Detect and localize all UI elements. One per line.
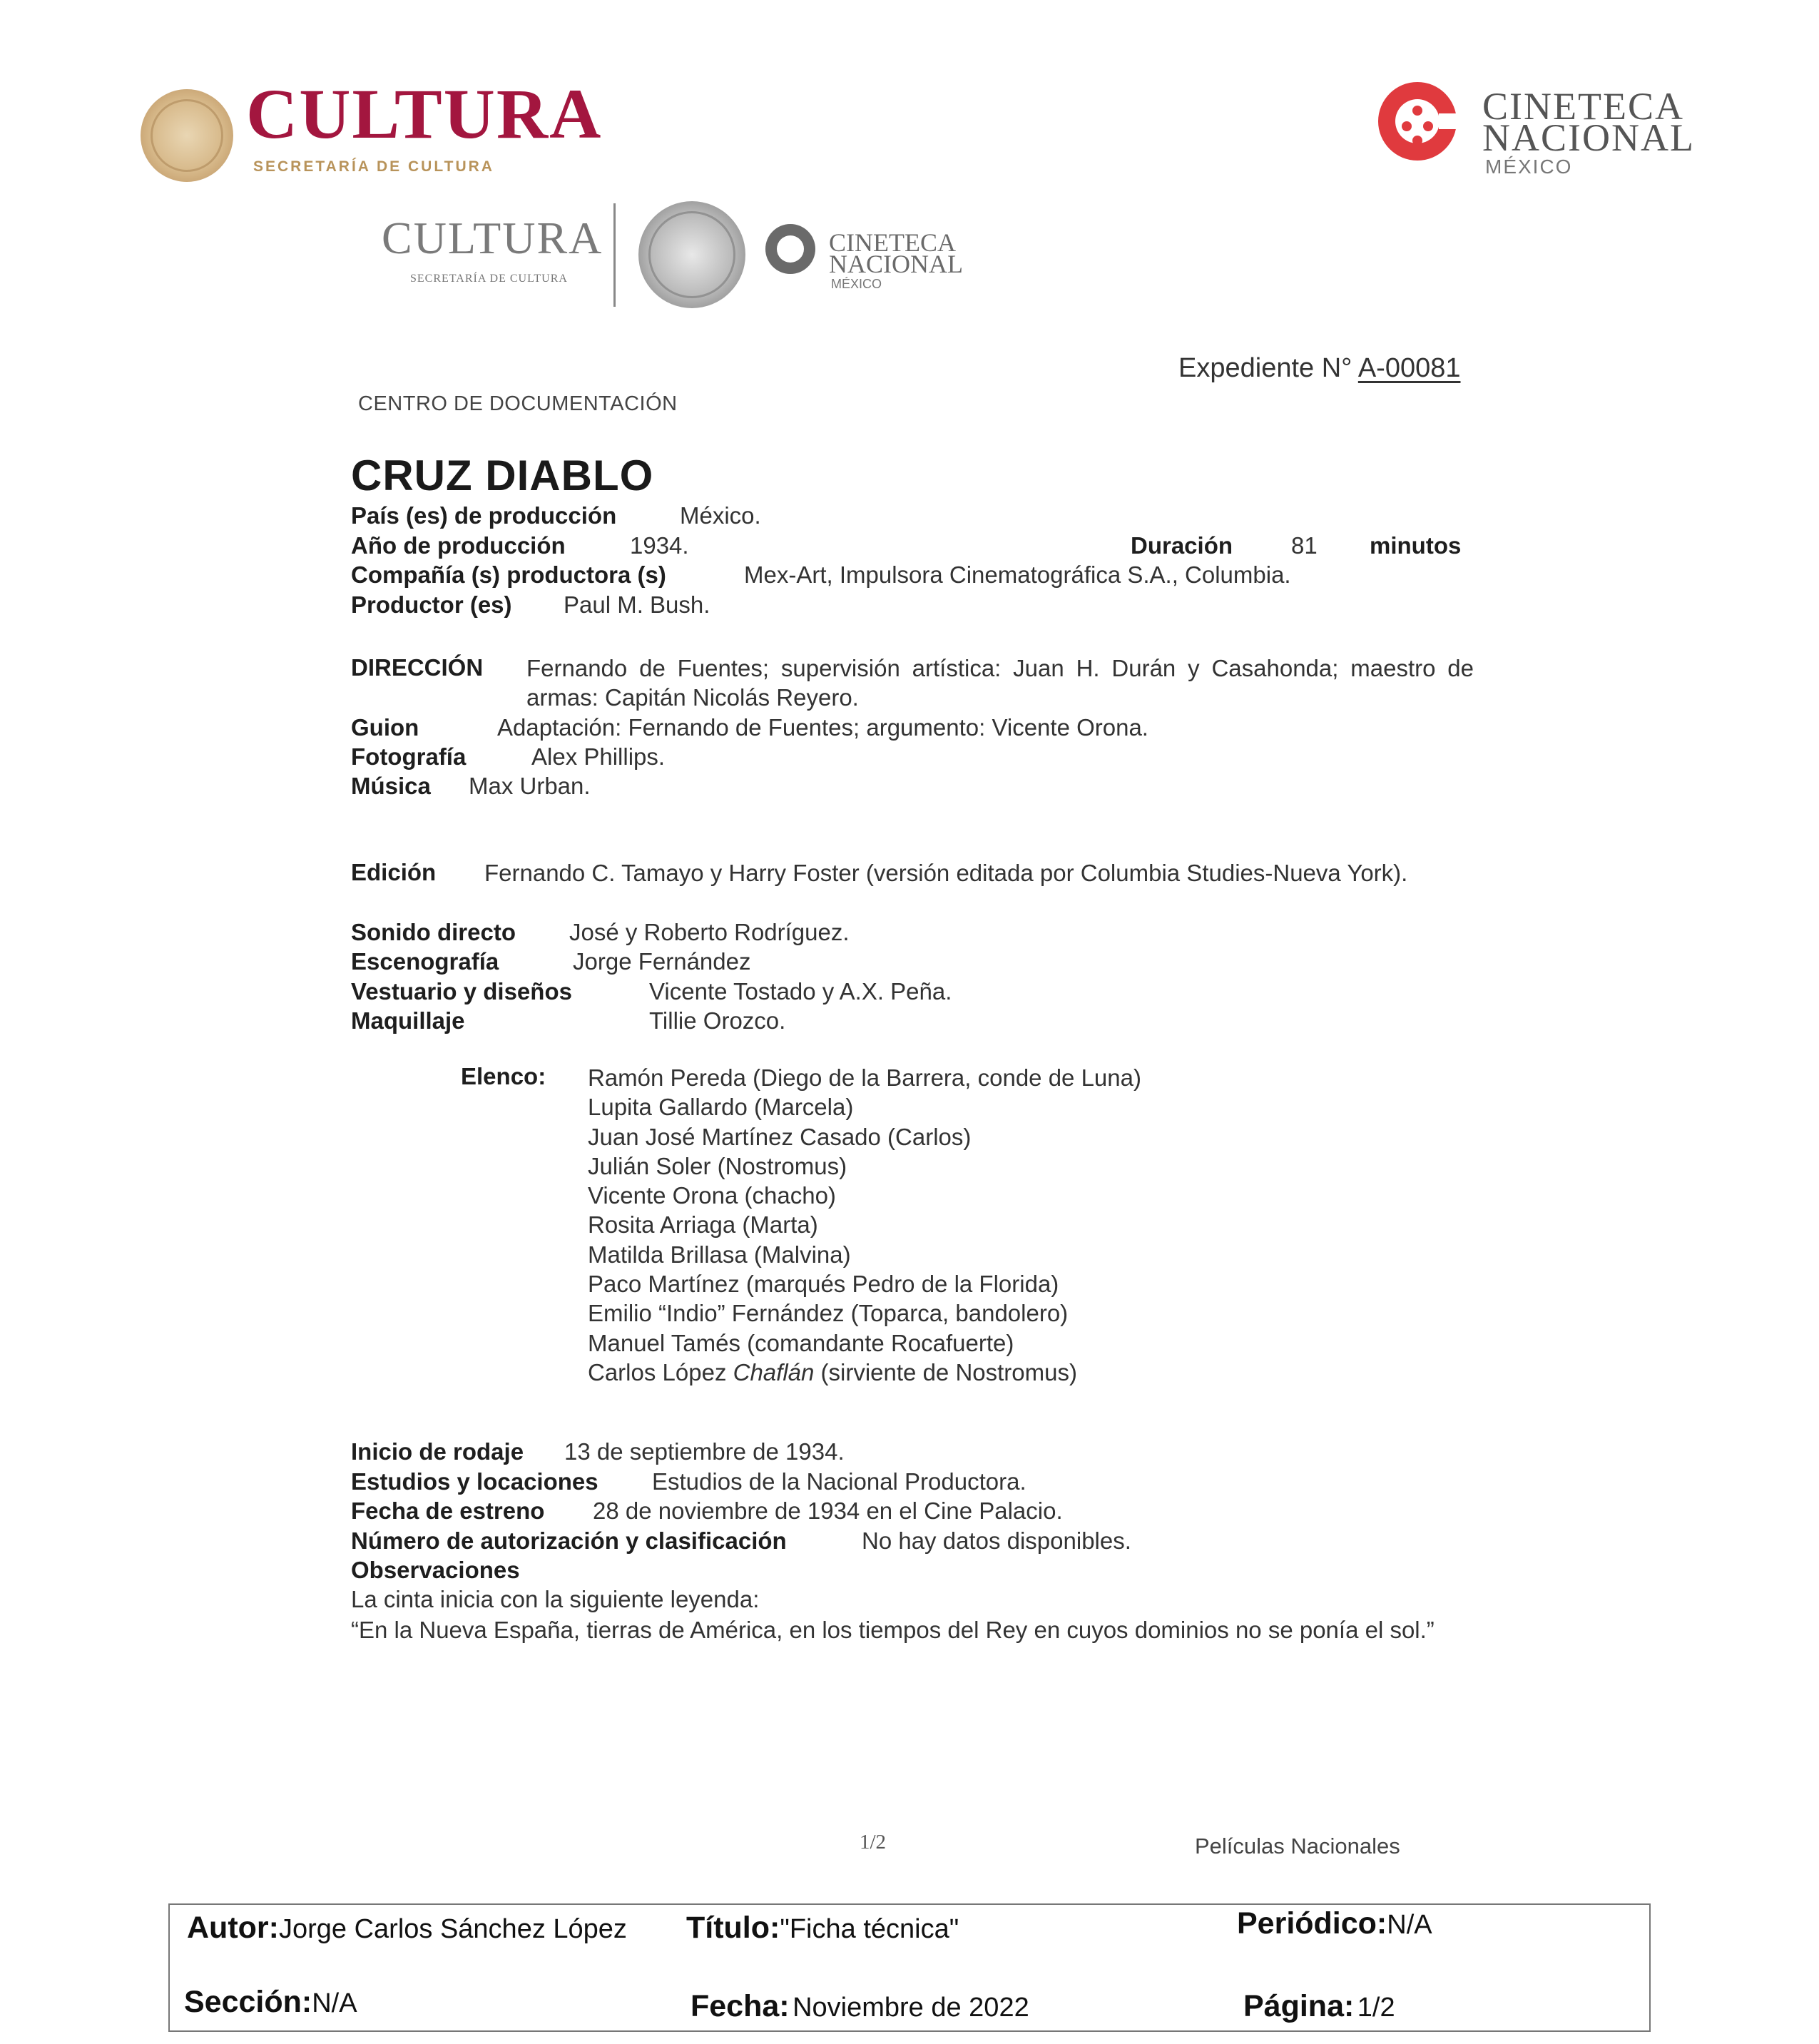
meta-titulo-label: Título: bbox=[686, 1911, 780, 1945]
scan-cultura-subtitle: SECRETARÍA DE CULTURA bbox=[410, 273, 568, 285]
meta-autor bbox=[187, 1911, 627, 1946]
musica-value: Max Urban. bbox=[469, 773, 591, 799]
cineteca-logo-line1: CINETECA bbox=[1482, 85, 1684, 128]
meta-titulo bbox=[686, 1911, 959, 1946]
observaciones-label: Observaciones bbox=[351, 1557, 520, 1583]
duracion-unit: minutos bbox=[1370, 532, 1462, 559]
musica-label: Música bbox=[351, 773, 431, 799]
vestuario-label: Vestuario y diseños bbox=[351, 978, 572, 1005]
elenco-item: Ramón Pereda (Diego de la Barrera, conde de Luna) bbox=[588, 1064, 1141, 1091]
duracion-value: 81 bbox=[1291, 532, 1318, 559]
logo-divider bbox=[613, 203, 616, 307]
elenco-item: Julián Soler (Nostromus) bbox=[588, 1152, 847, 1179]
scan-cineteca-reel-icon bbox=[765, 224, 815, 274]
metadata-box bbox=[168, 1903, 1651, 2032]
elenco-item bbox=[588, 1358, 1141, 1387]
anio-label: Año de producción bbox=[351, 532, 566, 559]
maquillaje-value: Tillie Orozco. bbox=[649, 1007, 786, 1034]
scan-cultura-logo: CULTURA bbox=[382, 213, 603, 263]
elenco-list bbox=[588, 1063, 1141, 1387]
cineteca-logo-line2: NACIONAL bbox=[1482, 116, 1695, 159]
meta-seccion bbox=[184, 1985, 357, 2020]
meta-periodico-label: Periódico: bbox=[1237, 1906, 1387, 1941]
meta-periodico-value: N/A bbox=[1387, 1910, 1432, 1940]
vestuario-value: Vicente Tostado y A.X. Peña. bbox=[649, 978, 952, 1005]
compania-label: Compañía (s) productora (s) bbox=[351, 561, 666, 588]
meta-fecha-label: Fecha: bbox=[691, 1989, 790, 2023]
anio-value: 1934. bbox=[630, 532, 689, 559]
rodaje-label: Inicio de rodaje bbox=[351, 1438, 524, 1465]
elenco-label: Elenco: bbox=[461, 1063, 546, 1089]
cineteca-logo-line3: MÉXICO bbox=[1485, 156, 1573, 178]
elenco-item: Vicente Orona (chacho) bbox=[588, 1182, 836, 1209]
escenografia-value: Jorge Fernández bbox=[573, 948, 751, 975]
sonido-value: José y Roberto Rodríguez. bbox=[569, 919, 850, 945]
pais-value: México. bbox=[680, 502, 761, 529]
estudios-value: Estudios de la Nacional Productora. bbox=[652, 1468, 1026, 1495]
autorizacion-label: Número de autorización y clasificación bbox=[351, 1527, 787, 1554]
direccion-label: DIRECCIÓN bbox=[351, 654, 484, 681]
page-number: 1/2 bbox=[860, 1831, 887, 1854]
escenografia-label: Escenografía bbox=[351, 948, 499, 975]
meta-seccion-label: Sección: bbox=[184, 1985, 312, 2019]
meta-pagina-value: 1/2 bbox=[1357, 1993, 1395, 2023]
edicion-label: Edición bbox=[351, 859, 437, 885]
scan-cineteca-line1: CINETECA bbox=[829, 228, 956, 257]
observaciones-quote: “En la Nueva España, tierras de América, en los tiempos del Rey en cuyos dominios no se ponía el sol.” bbox=[351, 1617, 1435, 1643]
meta-autor-value: Jorge Carlos Sánchez López bbox=[278, 1914, 627, 1944]
guion-value: Adaptación: Fernando de Fuentes; argumento: Vicente Orona. bbox=[497, 714, 1148, 741]
expediente-label: Expediente N° bbox=[1178, 353, 1352, 383]
edicion-value: Fernando C. Tamayo y Harry Foster (versión editada por Columbia Studies-Nueva York). bbox=[484, 860, 1408, 886]
centro-documentacion: CENTRO DE DOCUMENTACIÓN bbox=[358, 392, 678, 415]
meta-fecha-value: Noviembre de 2022 bbox=[793, 1993, 1029, 2023]
elenco-item: Manuel Tamés (comandante Rocafuerte) bbox=[588, 1329, 1014, 1356]
productor-label: Productor (es) bbox=[351, 591, 512, 618]
expediente bbox=[1178, 353, 1461, 384]
elenco-item: Juan José Martínez Casado (Carlos) bbox=[588, 1123, 972, 1150]
elenco-last-nickname: Chaflán bbox=[733, 1358, 815, 1385]
rodaje-value: 13 de septiembre de 1934. bbox=[564, 1438, 845, 1465]
meta-pagina-label: Página: bbox=[1243, 1989, 1355, 2023]
compania-value: Mex-Art, Impulsora Cinematográfica S.A., Columbia. bbox=[744, 561, 1291, 588]
meta-periodico bbox=[1237, 1906, 1432, 1941]
estreno-value: 28 de noviembre de 1934 en el Cine Palacio. bbox=[593, 1498, 1063, 1524]
film-title: CRUZ DIABLO bbox=[351, 452, 654, 499]
fotografia-value: Alex Phillips. bbox=[531, 743, 666, 770]
scan-cineteca-line3: MÉXICO bbox=[831, 277, 882, 291]
section-footer: Películas Nacionales bbox=[1195, 1834, 1400, 1859]
cultura-subtitle: SECRETARÍA DE CULTURA bbox=[253, 158, 494, 175]
elenco-item: Lupita Gallardo (Marcela) bbox=[588, 1094, 854, 1121]
mexico-seal-icon bbox=[141, 89, 233, 182]
meta-fecha bbox=[691, 1989, 1029, 2024]
elenco-last-role: (sirviente de Nostromus) bbox=[814, 1358, 1077, 1385]
meta-autor-label: Autor: bbox=[187, 1911, 279, 1945]
observaciones-line: La cinta inicia con la siguiente leyenda: bbox=[351, 1586, 760, 1612]
duracion-label: Duración bbox=[1131, 532, 1233, 559]
pais-label: País (es) de producción bbox=[351, 502, 617, 529]
meta-titulo-value: "Ficha técnica" bbox=[780, 1914, 959, 1944]
productor-value: Paul M. Bush. bbox=[564, 591, 710, 618]
elenco-item: Paco Martínez (marqués Pedro de la Florida) bbox=[588, 1271, 1059, 1298]
direccion-value: Fernando de Fuentes; supervisión artística: Juan H. Durán y Casahonda; maestro de armas: Capitán Nicolás Reyero. bbox=[526, 655, 1474, 711]
elenco-last-name: Carlos López bbox=[588, 1358, 733, 1385]
maquillaje-label: Maquillaje bbox=[351, 1007, 465, 1034]
guion-label: Guion bbox=[351, 714, 419, 741]
meta-pagina bbox=[1243, 1989, 1395, 2024]
estreno-label: Fecha de estreno bbox=[351, 1498, 545, 1524]
elenco-item: Rosita Arriaga (Marta) bbox=[588, 1211, 818, 1239]
expediente-number: A-00081 bbox=[1357, 353, 1461, 383]
scan-cineteca-line2: NACIONAL bbox=[829, 250, 963, 278]
sonido-label: Sonido directo bbox=[351, 919, 516, 945]
meta-seccion-value: N/A bbox=[312, 1988, 357, 2018]
elenco-item: Emilio “Indio” Fernández (Toparca, bandolero) bbox=[588, 1300, 1069, 1327]
elenco-item: Matilda Brillasa (Malvina) bbox=[588, 1241, 851, 1268]
cultura-logo: CULTURA bbox=[246, 74, 603, 153]
scan-mexico-seal-icon bbox=[638, 201, 745, 308]
fotografia-label: Fotografía bbox=[351, 743, 467, 770]
autorizacion-value: No hay datos disponibles. bbox=[862, 1527, 1131, 1554]
cineteca-reel-icon bbox=[1378, 82, 1457, 161]
estudios-label: Estudios y locaciones bbox=[351, 1468, 598, 1495]
